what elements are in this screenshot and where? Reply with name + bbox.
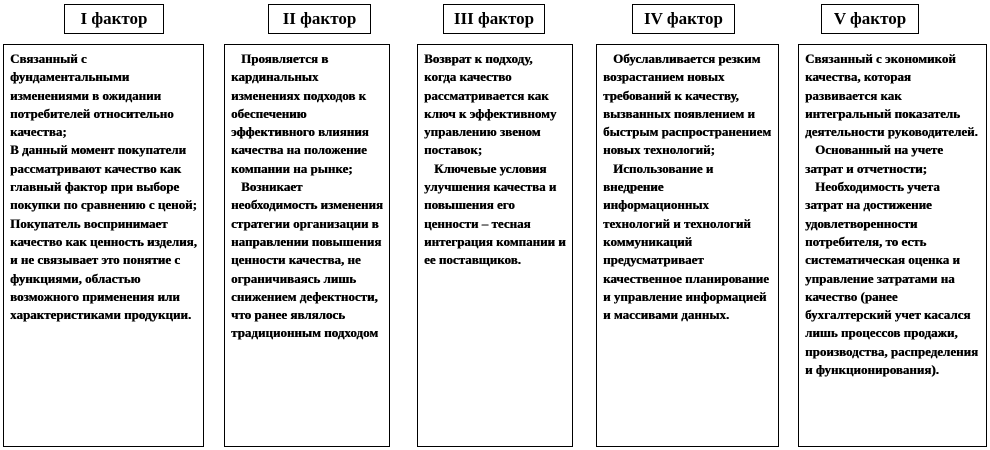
factor-3-paragraph: Возврат к подходу, когда качество рассматривается как ключ к эффективному управлению звеном поставок;	[424, 51, 557, 158]
factor-2-box	[224, 44, 390, 447]
factor-1-paragraph: В данный момент покупатели рассматривают качество как главный фактор при выборе покупки по сравнению с ценой;	[10, 142, 197, 213]
factor-3-title: III фактор	[443, 4, 545, 34]
factor-4-box	[596, 44, 779, 447]
factor-3-box	[417, 44, 573, 447]
factor-2-paragraph: Проявляется в кардинальных изменениях подходов к обеспечению эффективного влияния качества на положение компании на рынке;	[231, 51, 369, 176]
factor-2-paragraph: Возникает необходимость изменения стратегии организации в направлении повышения ценности качества, не ограничиваясь лишь снижением дефектности, что ранее являлось традиционным подходом	[231, 179, 383, 341]
factor-5-title: V фактор	[821, 4, 919, 34]
factor-1-paragraph: Связанный с фундаментальными изменениями в ожидании потребителей относительно качества;	[10, 51, 174, 140]
factor-5-paragraph: Необходимость учета затрат на достижение удовлетворенности потребителя, то есть систематическая оценка и управление затратами на качество (ранее бухгалтерский учет касался лишь процессов продажи, производства, распределения и функционирования).	[805, 179, 978, 378]
factor-2-title: II фактор	[268, 4, 371, 34]
factor-1-paragraph: Покупатель воспринимает качество как ценность изделия, и не связывает это понятие с функциями, областью возможного применения или характеристиками продукции.	[10, 215, 197, 323]
factor-4-paragraph: Обуславливается резким возрастанием новых требований к качеству, вызванных появлением и быстрым распространением новых технологий;	[603, 51, 772, 158]
factor-3-paragraph: Ключевые условия улучшения качества и повышения его ценности – тесная интеграция компании и ее поставщиков.	[424, 160, 566, 268]
factor-4-paragraph: Использование и внедрение информационных технологий и технологий коммуникаций предусматривает качественное планирование и управление информацией и массивами данных.	[603, 160, 769, 323]
factor-1-title: I фактор	[64, 4, 164, 34]
factor-5-paragraph: Основанный на учете затрат и отчетности;	[805, 142, 943, 176]
factor-5-box	[798, 44, 987, 447]
factor-5-paragraph: Связанный с экономикой качества, которая развивается как интегральный показатель деятельности руководителей.	[805, 51, 978, 140]
factor-4-title: IV фактор	[632, 4, 735, 34]
factor-1-box	[3, 44, 204, 447]
